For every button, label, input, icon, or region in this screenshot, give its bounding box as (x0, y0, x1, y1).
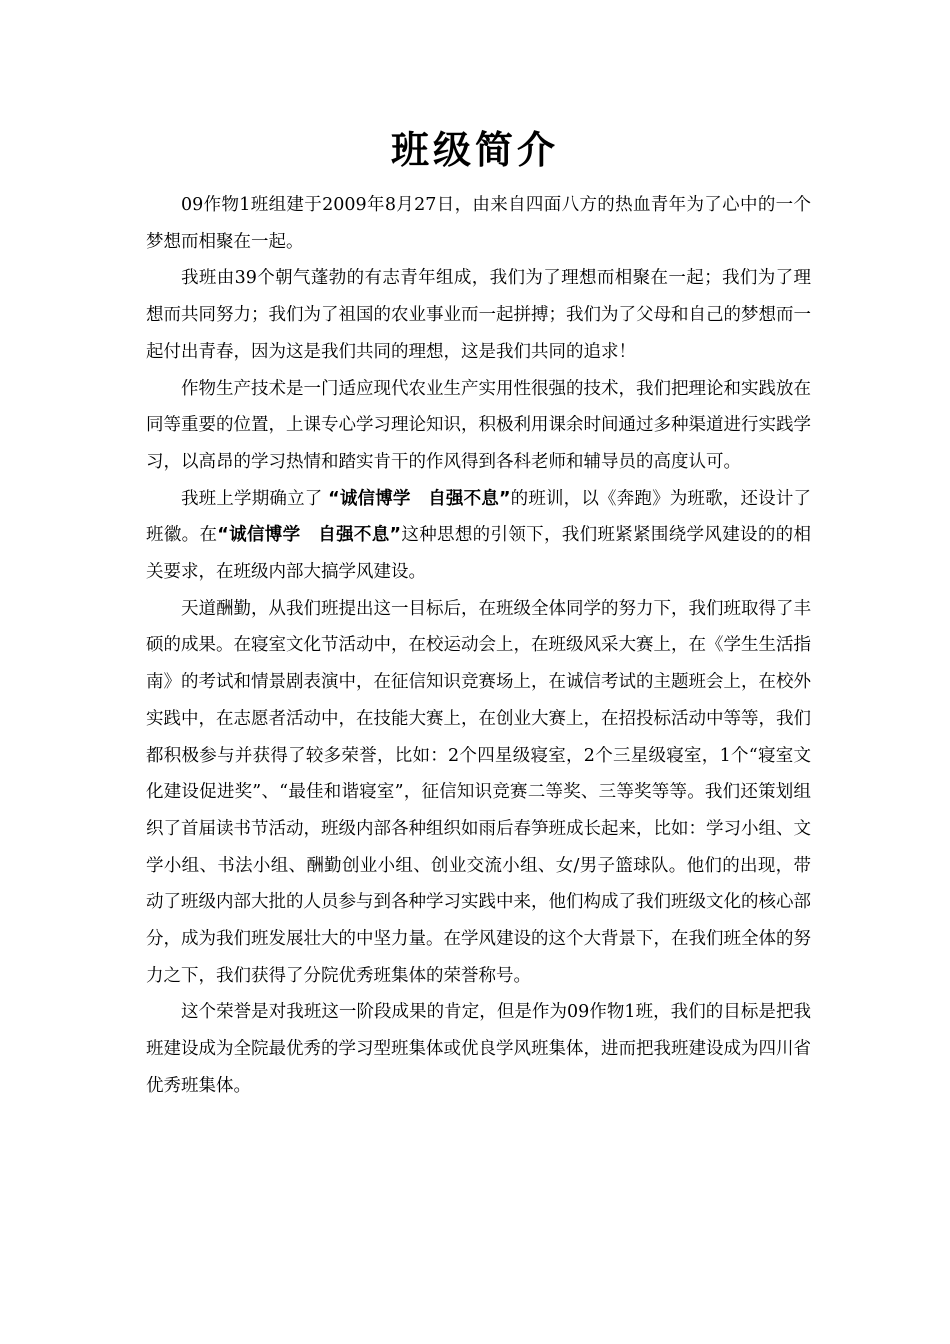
document-title: 班级简介 (390, 127, 559, 172)
class-motto: “诚信博学 自强不息” (328, 488, 511, 509)
paragraph-text: 这种思想的引领下，我们班紧紧围绕学风建设的的相关要求，在班级内部大搞学风建设。 (146, 525, 811, 583)
paragraph-text: 的班训，以《奔跑》为班歌，还设计了班徽。在 (146, 488, 812, 546)
paragraph-members (146, 260, 811, 370)
paragraph-text: 我班上学期确立了 (181, 488, 329, 509)
paragraph-study (146, 371, 811, 481)
document-body (146, 187, 811, 1105)
paragraph-text: 09作物1班组建于2009年8月27日，由来自四面八方的热血青年为了心中的一个梦想而相聚在一起。 (146, 195, 811, 252)
paragraph-achievements (146, 591, 811, 995)
paragraph-text: 天道酬勤，从我们班提出这一目标后，在班级全体同学的努力下，我们班取得了丰硕的成果。在寝室文化节活动中，在校运动会上，在班级风采大赛上，在《学生生活指南》的考试和情景剧表演中，在征信知识竞赛场上，在诚信考试的主题班会上，在校外实践中，在志愿者活动中，在技能大赛上，在创业大赛上，在招投标活动中等等，我们都积极参与并获得了较多荣誉，比如：2个四星级寝室，2个三星级寝室，1个“寝室文化建设促进奖”、“最佳和谐寝室”，征信知识竞赛二等奖、三等奖等等。我们还策划组织了首届读书节活动，班级内部各种组织如雨后春笋班成长起来，比如：学习小组、文学小组、书法小组、酬勤创业小组、创业交流小组、女/男子篮球队。他们的出现，带动了班级内部大批的人员参与到各种学习实践中来，他们构成了我们班级文化的核心部分，成为我们班发展壮大的中坚力量。在学风建设的这个大背景下，在我们班全体的努力之下，我们获得了分院优秀班集体的荣誉称号。 (146, 598, 811, 986)
paragraph-text: 作物生产技术是一门适应现代农业生产实用性很强的技术，我们把理论和实践放在同等重要的位置，上课专心学习理论知识，积极利用课余时间通过多种渠道进行实践学习，以高昂的学习热情和踏实肯干的作风得到各科老师和辅导员的高度认可。 (146, 378, 811, 472)
paragraph-motto (146, 481, 811, 591)
class-motto: “诚信博学 自强不息” (217, 525, 402, 546)
paragraph-founding (146, 187, 811, 260)
paragraph-text: 这个荣誉是对我班这一阶段成果的肯定，但是作为09作物1班，我们的目标是把我班建设成为全院最优秀的学习型班集体或优良学风班集体，进而把我班建设成为四川省优秀班集体。 (146, 1002, 811, 1096)
paragraph-goal (146, 994, 811, 1104)
paragraph-text: 我班由39个朝气蓬勃的有志青年组成，我们为了理想而相聚在一起；我们为了理想而共同努力；我们为了祖国的农业事业而一起拼搏；我们为了父母和自己的梦想而一起付出青春，因为这是我们共同的理想，这是我们共同的追求！ (146, 268, 811, 362)
